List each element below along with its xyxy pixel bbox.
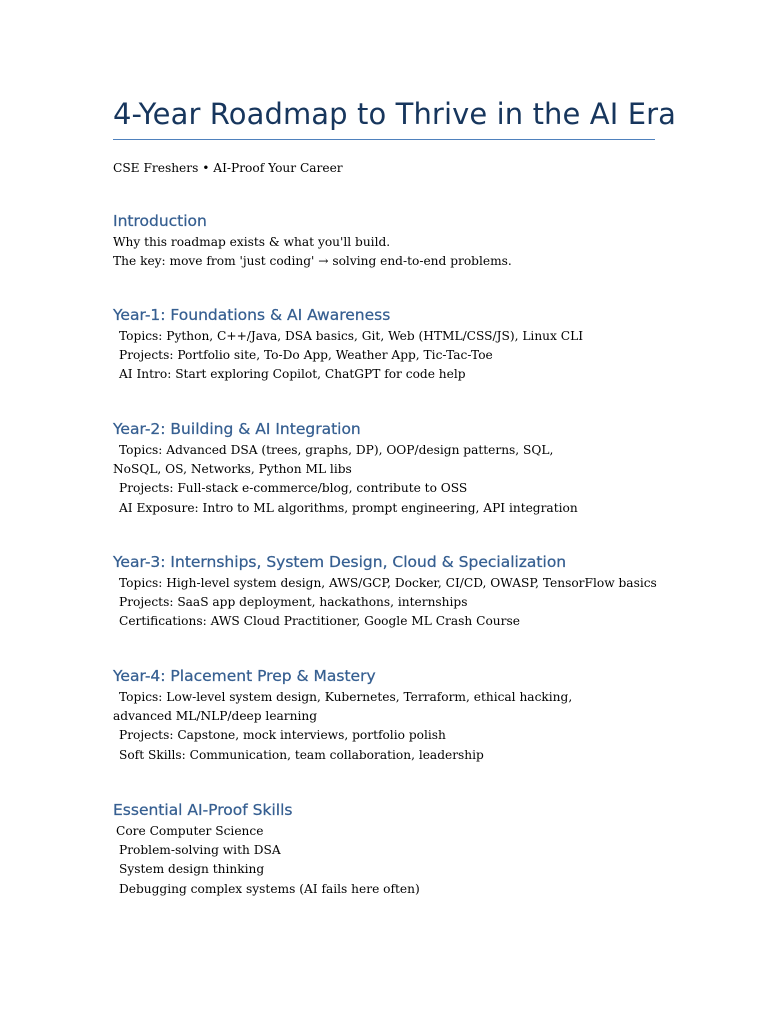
skill-item: System design thinking [119,862,265,877]
section-essential-skills [113,799,673,899]
section-heading: Essential AI-Proof Skills [113,801,293,819]
section-year-1 [113,304,673,385]
projects-line: Projects: Portfolio site, To-Do App, Weather App, Tic-Tac-Toe [119,348,493,363]
skill-item: Debugging complex systems (AI fails here often) [119,881,420,896]
section-heading: Year-2: Building & AI Integration [113,420,361,438]
ai-exposure-line: AI Exposure: Intro to ML algorithms, prompt engineering, API integration [119,500,578,515]
topics-line: Topics: Low-level system design, Kubernetes, Terraform, ethical hacking, advanced ML/NLP/deep learning [113,690,577,724]
section-year-2 [113,418,673,518]
paragraph-line: The key: move from 'just coding' → solving end-to-end problems. [113,254,512,269]
topics-line: Topics: Advanced DSA (trees, graphs, DP), OOP/design patterns, SQL, NoSQL, OS, Networks, Python ML libs [113,443,558,477]
skill-item: Core Computer Science [116,824,264,838]
section-year-4 [113,665,673,765]
section-introduction [113,210,673,271]
section-heading: Year-3: Internships, System Design, Cloud & Specialization [113,553,567,571]
document-subtitle: CSE Freshers • AI-Proof Your Career [113,161,343,175]
skill-item: Problem-solving with DSA [119,843,281,858]
topics-line: Topics: High-level system design, AWS/GCP, Docker, CI/CD, OWASP, TensorFlow basics [119,576,657,590]
paragraph-line: Why this roadmap exists & what you'll build. [113,235,391,249]
certifications-line: Certifications: AWS Cloud Practitioner, Google ML Crash Course [119,614,520,629]
projects-line: Projects: Full-stack e-commerce/blog, contribute to OSS [119,481,468,496]
section-year-3 [113,551,673,632]
title-underline [113,139,655,140]
section-heading: Year-1: Foundations & AI Awareness [113,306,391,324]
projects-line: Projects: Capstone, mock interviews, portfolio polish [119,728,446,743]
projects-line: Projects: SaaS app deployment, hackathons, internships [119,595,468,610]
soft-skills-line: Soft Skills: Communication, team collaboration, leadership [119,747,484,762]
document-title: 4-Year Roadmap to Thrive in the AI Era [113,97,677,131]
section-heading: Introduction [113,212,207,230]
ai-intro-line: AI Intro: Start exploring Copilot, ChatGPT for code help [119,367,466,382]
topics-line: Topics: Python, C++/Java, DSA basics, Git, Web (HTML/CSS/JS), Linux CLI [119,329,584,343]
section-heading: Year-4: Placement Prep & Mastery [113,667,376,685]
